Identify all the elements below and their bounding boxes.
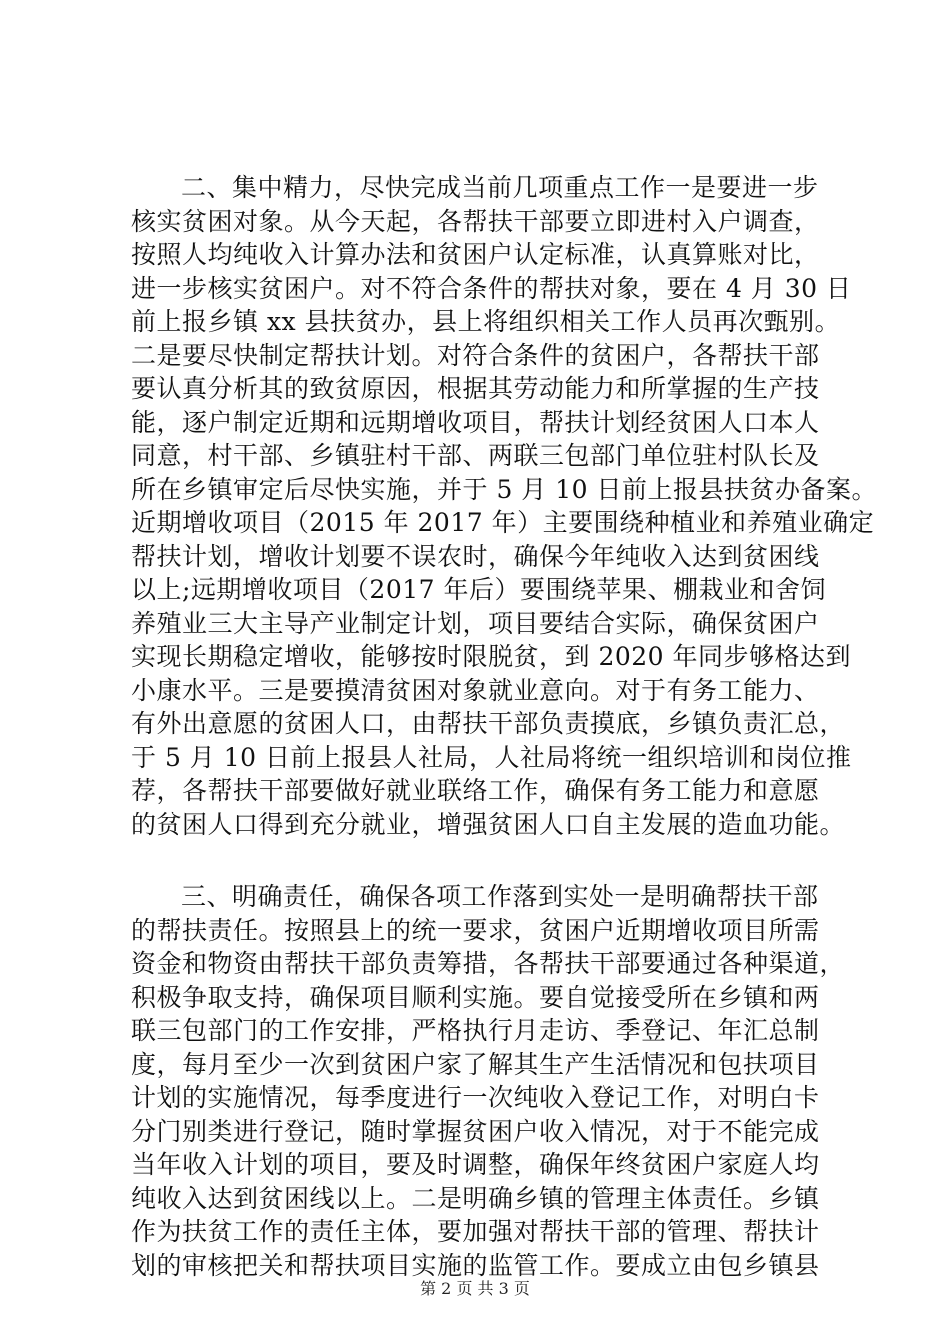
text-line: 的贫困人口得到充分就业，增强贫困人口自主发展的造血功能。 bbox=[131, 809, 846, 839]
paragraph-2 bbox=[131, 171, 878, 841]
paragraph-3 bbox=[131, 880, 846, 1282]
document-body bbox=[131, 171, 878, 1282]
text-line: 二、集中精力，尽快完成当前几项重点工作一是要进一步 bbox=[181, 173, 819, 202]
text-line: 分门别类进行登记，随时掌握贫困户收入情况，对于不能完成 bbox=[131, 1116, 820, 1146]
text-line: 小康水平。三是要摸清贫困对象就业意向。对于有务工能力、 bbox=[131, 675, 820, 705]
text-line: 作为扶贫工作的责任主体，要加强对帮扶干部的管理、帮扶计 bbox=[131, 1217, 820, 1246]
paragraph-spacer bbox=[131, 841, 831, 880]
page-number-footer: 第 2 页 共 3 页 bbox=[420, 1279, 530, 1298]
text-line: 所在乡镇审定后尽快实施，并于 5 月 10 日前上报县扶贫办备案。 bbox=[131, 474, 878, 504]
text-line: 按照人均纯收入计算办法和贫困户认定标准，认真算账对比， bbox=[131, 240, 820, 269]
text-line: 划的审核把关和帮扶项目实施的监管工作。要成立由包乡镇县 bbox=[131, 1250, 820, 1280]
text-line: 当年收入计划的项目，要及时调整，确保年终贫困户家庭人均 bbox=[131, 1150, 820, 1179]
text-line: 核实贫困对象。从今天起，各帮扶干部要立即进村入户调查， bbox=[131, 206, 820, 236]
text-line: 三、明确责任，确保各项工作落到实处一是明确帮扶干部 bbox=[181, 882, 819, 911]
text-line: 的帮扶责任。按照县上的统一要求，贫困户近期增收项目所需 bbox=[131, 915, 820, 945]
text-line: 以上;远期增收项目（2017 年后）要围绕苹果、棚栽业和舍饲 bbox=[131, 575, 826, 604]
text-line: 度，每月至少一次到贫困户家了解其生产生活情况和包扶项目 bbox=[131, 1049, 820, 1079]
text-line: 积极争取支持，确保项目顺利实施。要自觉接受所在乡镇和两 bbox=[131, 982, 820, 1012]
text-line: 二是要尽快制定帮扶计划。对符合条件的贫困户，各帮扶干部 bbox=[131, 340, 820, 370]
text-line: 纯收入达到贫困线以上。二是明确乡镇的管理主体责任。乡镇 bbox=[131, 1183, 820, 1213]
text-line: 要认真分析其的致贫原因，根据其劳动能力和所掌握的生产技 bbox=[131, 374, 820, 403]
text-line: 进一步核实贫困户。对不符合条件的帮扶对象，要在 4 月 30 日 bbox=[131, 273, 852, 303]
text-line: 联三包部门的工作安排，严格执行月走访、季登记、年汇总制 bbox=[131, 1016, 820, 1045]
text-line: 实现长期稳定增收，能够按时限脱贫，到 2020 年同步够格达到 bbox=[131, 642, 852, 671]
text-line: 养殖业三大主导产业制定计划，项目要结合实际，确保贫困户 bbox=[131, 608, 820, 638]
text-line: 能，逐户制定近期和远期增收项目，帮扶计划经贫困人口本人 bbox=[131, 407, 820, 437]
text-line: 近期增收项目（2015 年 2017 年）主要围绕种植业和养殖业确定 bbox=[131, 508, 875, 537]
text-line: 同意，村干部、乡镇驻村干部、两联三包部门单位驻村队长及 bbox=[131, 441, 820, 470]
text-line: 资金和物资由帮扶干部负责筹措，各帮扶干部要通过各种渠道， bbox=[131, 949, 846, 978]
text-line: 帮扶计划，增收计划要不误农时，确保今年纯收入达到贫困线 bbox=[131, 541, 820, 571]
text-line: 有外出意愿的贫困人口，由帮扶干部负责摸底，乡镇负责汇总， bbox=[131, 709, 846, 738]
text-line: 荐，各帮扶干部要做好就业联络工作，确保有务工能力和意愿 bbox=[131, 776, 820, 805]
text-line: 前上报乡镇 xx 县扶贫办，县上将组织相关工作人员再次甄别。 bbox=[131, 307, 841, 336]
text-line: 计划的实施情况，每季度进行一次纯收入登记工作，对明白卡 bbox=[131, 1083, 820, 1112]
text-line: 于 5 月 10 日前上报县人社局，人社局将统一组织培训和岗位推 bbox=[131, 742, 852, 772]
